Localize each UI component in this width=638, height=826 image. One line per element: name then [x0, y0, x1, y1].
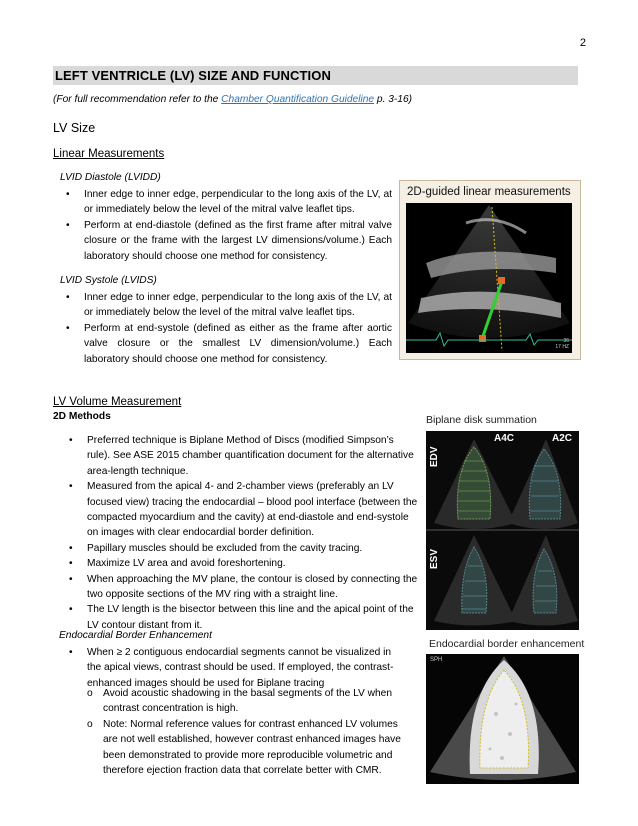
border-bullets [63, 645, 405, 691]
edv-label: EDV [429, 446, 440, 467]
list-item [60, 218, 392, 264]
reference-prefix: (For full recommendation refer to the [53, 94, 222, 105]
lvidd-label: LVID Diastole (LVIDD) [60, 172, 161, 183]
bullet-text: Inner edge to inner edge, perpendicular to the long axis of the LV, at or immediately below the level of the mitral valve leaflet tips. [84, 189, 392, 216]
list-item [60, 187, 392, 218]
echo-readout: 36 17 HZ [555, 338, 569, 350]
a2c-label: A2C [552, 433, 573, 444]
a4c-label: A4C [494, 433, 515, 444]
bullet-text: Avoid acoustic shadowing in the basal segments of the LV when contrast concentration is high. [103, 688, 393, 715]
contrast-label: SPH [430, 657, 443, 663]
contrast-echo-figure [426, 654, 579, 784]
bullet-text: Perform at end-diastole (defined as the first frame after mitral valve closure or the frame with the largest LV dimensions/volume.) Each laboratory should choose one method for consistency. [84, 219, 392, 262]
list-item [63, 602, 418, 633]
linear-measurements-heading: Linear Measurements [53, 148, 165, 160]
bullet-marker: • [69, 558, 73, 570]
bullet-text: Maximize LV area and avoid foreshortening. [87, 558, 286, 570]
bullet-text: When approaching the MV plane, the contour is closed by connecting the two opposite sections of the MV ring with a straight line. [87, 573, 418, 601]
bullet-text: Perform at end-systole (defined as either as the frame after aortic valve closure or the smallest LV dimension/volume.) Each laboratory should choose one method for consistency. [84, 322, 392, 365]
page-number: 2 [579, 37, 586, 49]
sub-bullet-marker: o [87, 718, 93, 730]
volume-bullets [63, 433, 418, 633]
lvids-label: LVID Systole (LVIDS) [60, 275, 157, 286]
sub-bullet-marker: o [87, 688, 93, 699]
bullet-marker: • [69, 481, 73, 493]
contrast-echo-graphic [426, 654, 579, 784]
bullet-marker: • [66, 292, 70, 303]
bullet-marker: • [66, 219, 70, 231]
bullet-text: When ≥ 2 contiguous endocardial segments cannot be visualized in the apical views, contrast should be used. If employed, the contrast-enhanced images should be used for Biplane tracing [87, 647, 394, 689]
bullet-marker: • [69, 647, 73, 658]
list-item [63, 479, 418, 541]
esv-label: ESV [429, 548, 440, 569]
lv-volume-heading: LV Volume Measurement [53, 396, 182, 408]
border-sub-bullets [79, 686, 405, 778]
bullet-text: The LV length is the bisector between this line and the apical point of the LV contour distant from it. [87, 604, 414, 631]
echo-plax-image [406, 203, 572, 353]
reference-note [53, 94, 412, 105]
list-item [63, 541, 418, 556]
border-enhancement-label: Endocardial Border Enhancement [59, 630, 212, 641]
echo-plax-graphic [406, 203, 572, 353]
reference-suffix: p. 3-16) [374, 94, 413, 105]
list-item [63, 645, 405, 691]
list-item [63, 556, 418, 571]
bullet-text: Note: Normal reference values for contrast enhanced LV volumes are not well established, however contrast enhanced images have been demonstrated to provide more reproducible volumetric and therefore ejection fraction data that correlate better with CMR. [103, 718, 401, 777]
list-item [63, 572, 418, 603]
lv-size-heading: LV Size [53, 121, 96, 135]
bullet-marker: • [69, 573, 73, 585]
list-item [79, 686, 405, 717]
2d-methods-label: 2D Methods [53, 411, 111, 422]
guideline-link[interactable]: Chamber Quantification Guideline [221, 94, 375, 105]
list-item [60, 290, 392, 321]
bullet-text: Preferred technique is Biplane Method of Discs (modified Simpson’s rule). See ASE 2015 chamber quantification document for the alternative area-length technique. [87, 435, 414, 477]
biplane-figure [426, 431, 579, 630]
bullet-marker: • [69, 542, 73, 554]
list-item [60, 321, 392, 367]
biplane-caption: Biplane disk summation [426, 414, 537, 426]
figure-caption: 2D-guided linear measurements [407, 186, 571, 198]
bullet-text: Papillary muscles should be excluded from the cavity tracing. [87, 542, 363, 554]
biplane-graphic [426, 431, 579, 630]
bullet-marker: • [66, 322, 70, 334]
page-title: LEFT VENTRICLE (LV) SIZE AND FUNCTION [55, 68, 331, 83]
lvidd-bullets [60, 187, 392, 264]
bullet-marker: • [66, 189, 70, 200]
list-item [63, 433, 418, 479]
bullet-text: Inner edge to inner edge, perpendicular to the long axis of the LV, at or immediately below the level of the mitral valve leaflet tips. [84, 292, 392, 319]
linear-measurement-figure [399, 180, 581, 360]
bullet-marker: • [69, 435, 73, 446]
bullet-marker: • [69, 604, 73, 616]
list-item [79, 717, 405, 779]
lvids-bullets [60, 290, 392, 367]
bullet-text: Measured from the apical 4- and 2-chamber views (preferably an LV focused view) tracing the endocardial – blood pool interface (between the compacted myocardium and the cavity) at end-diastole and end-systole on images with clear endocardial border definition. [87, 481, 418, 539]
contrast-caption: Endocardial border enhancement [429, 638, 585, 650]
